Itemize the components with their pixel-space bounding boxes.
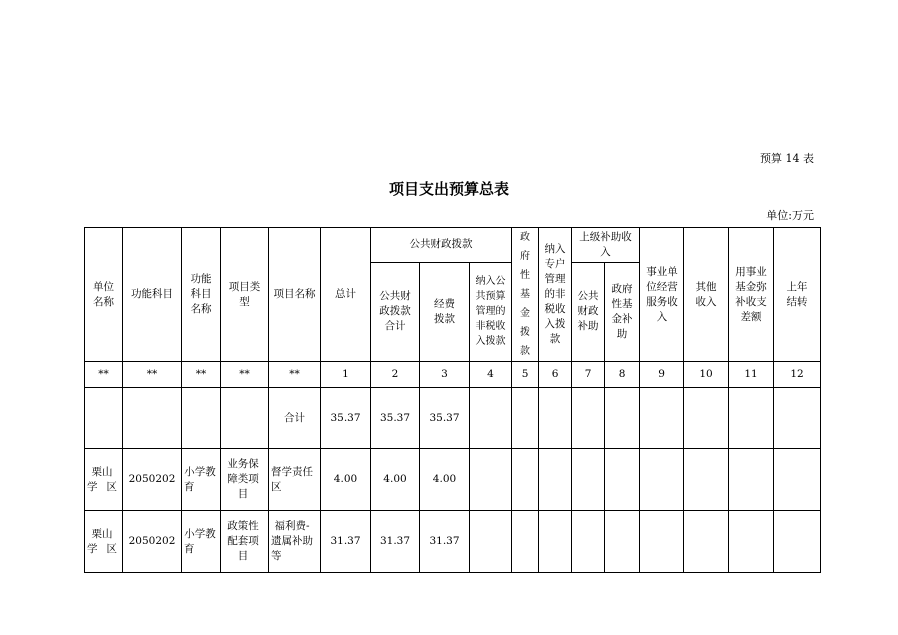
empty-cell [774, 388, 821, 449]
unit-cell: 栗山学区 [85, 449, 123, 511]
index-cell: ** [221, 362, 269, 388]
index-cell: 4 [470, 362, 512, 388]
type-cell: 政策性配套项目 [221, 511, 269, 573]
index-cell: ** [123, 362, 182, 388]
index-cell: 9 [640, 362, 684, 388]
total-amount: 35.37 [321, 388, 371, 449]
header-gov-fund: 政府性基金拨款 [512, 228, 539, 362]
unit-cell: 栗山学区 [85, 511, 123, 573]
code-cell: 2050202 [123, 511, 182, 573]
public-fiscal-cell: 4.00 [371, 449, 420, 511]
index-cell: ** [269, 362, 321, 388]
header-superior-subsidy: 上级补助收入 [572, 228, 640, 263]
index-cell: 1 [321, 362, 371, 388]
empty-cell [729, 511, 774, 573]
empty-cell [640, 449, 684, 511]
index-cell: 3 [420, 362, 470, 388]
header-func-subject: 功能科目 [123, 228, 182, 362]
empty-cell [774, 449, 821, 511]
empty-cell [605, 449, 640, 511]
header-unit-name: 单位名称 [85, 228, 123, 362]
empty-cell [572, 511, 605, 573]
header-row-1 [85, 228, 821, 263]
subject-cell: 小学教育 [182, 449, 221, 511]
total-row [85, 388, 821, 449]
budget-table [84, 227, 821, 573]
unit-label: 单位:万元 [766, 209, 814, 222]
type-cell: 业务保障类项目 [221, 449, 269, 511]
total-funding: 35.37 [420, 388, 470, 449]
empty-cell [605, 388, 640, 449]
header-func-subject-name: 功能科目名称 [182, 228, 221, 362]
index-cell: 11 [729, 362, 774, 388]
header-carryover: 上年结转 [774, 228, 821, 362]
header-public-fiscal-subsidy: 公共财政补助 [572, 262, 605, 361]
empty-cell [470, 511, 512, 573]
index-cell: ** [182, 362, 221, 388]
header-public-fiscal: 公共财政拨款 [371, 228, 512, 263]
table-row [85, 449, 821, 511]
header-other-income: 其他收入 [684, 228, 729, 362]
form-number: 预算 14 表 [760, 152, 814, 165]
index-cell: 12 [774, 362, 821, 388]
empty-cell [470, 449, 512, 511]
index-cell: 6 [539, 362, 572, 388]
empty-cell [470, 388, 512, 449]
header-gov-fund-subsidy: 政府性基金补助 [605, 262, 640, 361]
empty-cell [572, 449, 605, 511]
public-fiscal-cell: 31.37 [371, 511, 420, 573]
index-cell: 5 [512, 362, 539, 388]
funding-cell: 31.37 [420, 511, 470, 573]
total-cell: 31.37 [321, 511, 371, 573]
total-label: 合计 [269, 388, 321, 449]
empty-cell [572, 388, 605, 449]
empty-cell [539, 511, 572, 573]
empty-cell [85, 388, 123, 449]
empty-cell [684, 388, 729, 449]
index-cell: 8 [605, 362, 640, 388]
index-cell: 2 [371, 362, 420, 388]
empty-cell [605, 511, 640, 573]
total-cell: 4.00 [321, 449, 371, 511]
header-total: 总计 [321, 228, 371, 362]
empty-cell [640, 511, 684, 573]
name-cell: 福利费-遗属补助等 [269, 511, 321, 573]
empty-cell [182, 388, 221, 449]
table-row [85, 511, 821, 573]
header-project-type: 项目类型 [221, 228, 269, 362]
empty-cell [729, 449, 774, 511]
empty-cell [684, 511, 729, 573]
header-public-fiscal-total: 公共财政拨款合计 [371, 262, 420, 361]
empty-cell [539, 449, 572, 511]
index-cell: 7 [572, 362, 605, 388]
empty-cell [729, 388, 774, 449]
header-nontax-special: 纳入专户管理的非税收入拨款 [539, 228, 572, 362]
empty-cell [512, 388, 539, 449]
empty-cell [512, 449, 539, 511]
header-nontax-in-budget: 纳入公共预算管理的非税收入拨款 [470, 262, 512, 361]
header-funding-allocation: 经费拨款 [420, 262, 470, 361]
empty-cell [774, 511, 821, 573]
empty-cell [539, 388, 572, 449]
empty-cell [684, 449, 729, 511]
subject-cell: 小学教育 [182, 511, 221, 573]
total-public-fiscal: 35.37 [371, 388, 420, 449]
code-cell: 2050202 [123, 449, 182, 511]
funding-cell: 4.00 [420, 449, 470, 511]
empty-cell [123, 388, 182, 449]
empty-cell [640, 388, 684, 449]
index-cell: ** [85, 362, 123, 388]
name-cell: 督学责任区 [269, 449, 321, 511]
header-business-service: 事业单位经营服务收入 [640, 228, 684, 362]
page-title: 项目支出预算总表 [388, 180, 509, 198]
empty-cell [221, 388, 269, 449]
index-cell: 10 [684, 362, 729, 388]
header-project-name: 项目名称 [269, 228, 321, 362]
header-fund-balance: 用事业基金弥补收支差额 [729, 228, 774, 362]
index-row [85, 362, 821, 388]
empty-cell [512, 511, 539, 573]
